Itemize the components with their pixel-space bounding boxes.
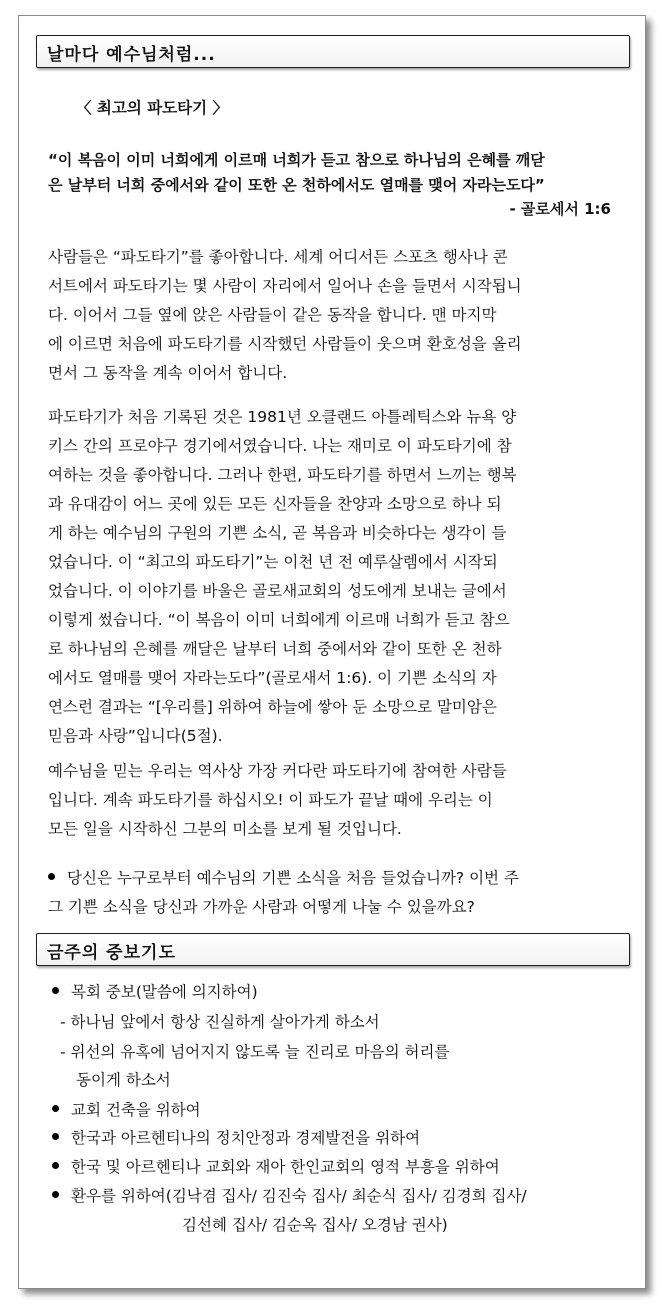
prayer-item-continued: 김선혜 집사/ 김순옥 집사/ 오경남 권사) [182,1216,448,1234]
text-line: 었습니다. 이 “최고의 파도타기”는 이천 년 전 예루살렘에서 시작되 [48,553,498,571]
header-box [36,35,630,68]
prayer-title: 금주의 중보기도 [47,943,176,963]
text-line: 로 하나님의 은혜를 깨달은 날부터 너희 중에서와 같이 또한 온 천하 [48,640,502,658]
verse-reference: - 골로세서 1:6 [509,200,611,218]
prayer-item [52,980,258,1002]
question-line: 그 기쁜 소식을 당신과 가까운 사람과 어떻게 나눌 수 있을까요? [48,898,475,916]
prayer-item [52,1126,420,1148]
prayer-subitem: - 위선의 유혹에 넘어지지 않도록 늘 진리로 마음의 허리를 [60,1043,450,1061]
text-line: 키스 간의 프로야구 경기에서였습니다. 나는 재미로 이 파도타기에 참 [48,437,512,455]
prayer-subitem-continued: 동이게 하소서 [76,1071,171,1089]
text-line: 게 하는 예수님의 구원의 기쁜 소식, 곧 복음과 비슷하다는 생각이 들 [48,524,507,542]
bullet-icon [52,1105,59,1112]
prayer-subitem: - 하나님 앞에서 항상 진실하게 살아가게 하소서 [60,1013,380,1031]
text-line: 사람들은 “파도타기”를 좋아합니다. 세계 어디서든 스포츠 행사나 콘 [48,248,508,266]
paragraph-2 [48,403,624,751]
verse-line: “이 복음이 이미 너희에게 이르매 너희가 듣고 참으로 하나님의 은혜를 깨닫 [48,151,545,169]
bullet-icon [52,1162,59,1169]
prayer-item-text: 한국 및 아르헨티나 교회와 재아 한인교회의 영적 부흥을 위하여 [71,1158,500,1176]
text-line: 여하는 것을 좋아합니다. 그러나 한편, 파도타기를 하면서 느끼는 행복 [48,466,517,484]
bullet-icon [48,873,55,880]
prayer-item [52,1098,201,1120]
text-line: 연스런 결과는 “[우리를] 위하여 하늘에 쌓아 둔 소망으로 말미암은 [48,698,497,716]
bullet-icon [52,1133,59,1140]
prayer-item [52,1155,500,1177]
text-line: 입니다. 계속 파도타기를 하십시오! 이 파도가 끝날 때에 우리는 이 [48,791,493,809]
text-line: 이렇게 썼습니다. “이 복음이 이미 너희에게 이르매 너희가 듣고 참으 [48,611,510,629]
text-line: 에 이르면 처음에 파도타기를 시작했던 사람들이 웃으며 환호성을 올리 [48,335,522,353]
scripture-verse [48,148,616,198]
verse-line: 은 날부터 너희 중에서와 같이 또한 온 천하에서도 열매를 맺어 자라는도다” [48,176,545,194]
page-title: 날마다 예수님처럼... [47,45,216,65]
question-line: 당신은 누구로부터 예수님의 기쁜 소식을 처음 들었습니까? 이번 주 [67,869,519,887]
text-line: 었습니다. 이 이야기를 바울은 골로새교회의 성도에게 보내는 글에서 [48,582,507,600]
prayer-item-text: 한국과 아르헨티나의 정치안정과 경제발전을 위하여 [71,1129,421,1147]
text-line: 파도타기가 처음 기록된 것은 1981년 오클랜드 아틀레틱스와 뉴욕 양 [48,408,517,426]
paragraph-3 [48,757,624,844]
text-line: 믿음과 사랑”입니다(5절). [48,727,223,745]
prayer-item [52,1184,527,1206]
text-line: 모든 일을 시작하신 그분의 미소를 보게 될 것입니다. [48,820,402,838]
prayer-header-box [36,933,630,966]
paragraph-1 [48,243,624,388]
text-line: 면서 그 동작을 계속 이어서 합니다. [48,364,288,382]
subtitle: 〈 최고의 파도타기 〉 [76,99,229,117]
text-line: 서트에서 파도타기는 몇 사람이 자리에서 일어나 손을 들면서 시작됩니 [48,277,522,295]
text-line: 예수님을 믿는 우리는 역사상 가장 커다란 파도타기에 참여한 사람들 [48,762,507,780]
prayer-item-text: 목회 중보(말씀에 의지하여) [71,983,258,1001]
text-line: 에서도 열매를 맺어 자라는도다”(골로새서 1:6). 이 기쁜 소식의 자 [48,669,497,687]
prayer-item-text: 환우를 위하여(김낙겸 집사/ 김진숙 집사/ 최순식 집사/ 김경희 집사/ [71,1187,527,1205]
text-line: 과 유대감이 어느 곳에 있든 모든 신자들을 찬양과 소망으로 하나 되 [48,495,502,513]
bullet-icon [52,1191,59,1198]
text-line: 다. 이어서 그들 옆에 앉은 사람들이 같은 동작을 합니다. 맨 마지막 [48,306,497,324]
prayer-item-text: 교회 건축을 위하여 [71,1101,201,1119]
reflection-question [48,864,519,922]
bullet-icon [52,987,59,994]
